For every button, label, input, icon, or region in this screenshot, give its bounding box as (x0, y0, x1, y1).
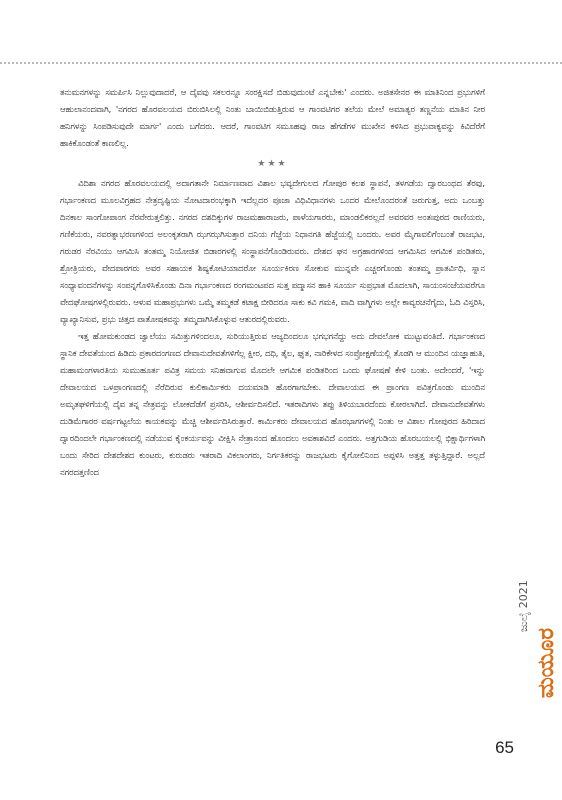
page-number: 65 (495, 738, 514, 757)
masthead-logo: ಮಯೂರ (534, 628, 559, 699)
issue-date: ಜುಲೈ 2021 (517, 580, 530, 632)
top-dotted-rule (0, 62, 562, 64)
section-separator: ★★★ (257, 159, 288, 169)
paragraph-3: ಇತ್ತ ಹೋಮಕುಂಡದ ಜ್ವಾಲೆಯು ಸಮಿತ್ತುಗಳಿಂದಲೂ, ಸುರಿಯುತ್ತಿರುವ ಆಜ್ಯದಿಂದಲೂ ಭಗಭಗನೆದ್ದು ಅದು ದೇವಲೋಕ ಮುಟ್ಟುವಂತಿದೆ. ಗರ್ಭಾಂಕಣದ ಸ್ಥಾನಿಕ ದೇವತೆಯಂದ ಹಿಡಿದು ಪ್ರಕಾರದಂಗಣದ ದೇವಾನುದೇವತೆಗಳಿಗೆಲ್ಲ ಕ್ಷೀರ, ದಧಿ, ತೈಲ, ಘೃತ, ನಾರಿಕೇಳದ ಸಂಪ್ರೋಕ್ಷಣೆಯಲ್ಲಿ ತೊಡಗಿ ಆ ಮುಂದಿನ ಯಜ್ಞಾಹುತಿ, ಮಹಾಮಂಗಳಾರತಿಯ ಸುಮುಹೂರ್ತ ಪವಿತ್ರ ಸಮಯ ಸನಿಹವಾಗುವ ಮೊದಲೇ ಆಗಮಿಕ ಪಂಡಿತರಿಂದ ಒಂದು ಘೋಷಣೆ ಕೇಳಿ ಬಂತು. ಅದೇಂದರೆ, 'ಇನ್ನು ದೇವಾಲಯದ ಒಳಪ್ರಾಂಗಣದಲ್ಲಿ ನೆರೆದಿರುವ ಕುಲಿಕಾರ್ಮಿಕರು ದಯಮಾಡಿ ಹೊರಗಾಗಬೇಕು. ದೇವಾಲಯದ ಈ ಪ್ರಾಂಗಣ ಪವಿತ್ರಗೊಂಡು ಮುಂದಿನ ಅಮೃತಘಳಿಗೆಯಲ್ಲಿ ದೈವ ತನ್ನ ನೇತ್ರವನ್ನು ಲೋಕದೆಡೆಗೆ ಪ್ರಸರಿಸಿ, ಆಶೀರ್ವದಿಸಲಿದೆ. ಇತರಾದಿಗಳು ತಪ್ಪು ತಿಳಿಯಬಾರದೆಂದು ಕೋರಲಾಗಿದೆ. ದೇವಾನುದೇವತೆಗಳು ದುಡಿಮೆಗಾರರ ವರ್ಷಗಟ್ಟಲೆಯ ಕಾಯಕವನ್ನು ಮೆಚ್ಚಿ ಆಶೀರ್ವದಿಸಿರುತ್ತಾರೆ. ಕಾರ್ಮಿಕರು ದೇವಾಲಯದ ಹೊರಭಾಗಗಳಲ್ಲಿ ನಿಂತು ಆ ವಿಶಾಲ ಗೋಪುರದ ಹಿರಿದಾದ ದ್ವಾರದಿಂದಲೇ ಗರ್ಭಾಂಕಣದಲ್ಲಿ ನಡೆಯುವ ಕೈಂಕರ್ಯವನ್ನು ವೀಕ್ಷಿಸಿ ನೇತ್ರಾನಂದ ಹೊಂದಲು ಅವಕಾಶವಿದೆ ಎಂದರು. ಅತ್ತಗುಡಿಯ ಹೊರಬಯಲಲ್ಲಿ ಭಿಕ್ಷಾರ್ಥಿಗಳಾಗಿ ಬಂದು ಸೇರಿದ ದೇಶದೇಶದ ಕುಂಟರು, ಕುರುಡರು ಇತರಾದಿ ವಿಕಲಾಂಗರು, ನಿರ್ಗತಿಕರನ್ನು ರಾಜಭಟರು ಕೈಗೋಲಿನಿಂದ ಅಪ್ಪಳಿಸಿ ಅತ್ತತ್ತ ತಳ್ಳುತ್ತಿದ್ದಾರೆ. ಅಲ್ಲದೆ ನಗರದತ್ತಣಿಂದ (60, 331, 485, 477)
paragraph-2: ವಿದಿಶಾ ನಗರದ ಹೊರವಲಯದಲ್ಲಿ ಅದಾಗತಾನೇ ನಿರ್ಮಾಣವಾದ ವಿಶಾಲ ಭವ್ಯದೇಗುಲದ ಗೋಪುರ ಕಲಶ ಸ್ಥಾಪನೆ, ತಳಗಡೆಯ ದ್ವಾರಬಂಧದ ತೆರವು, ಗರ್ಭಾಂಕಣದ ಮೂಲವಿಗ್ರಹದ ನೇತ್ರದೃಷ್ಟಿಯ ನೋಟದಾರಂಭಕ್ಕಾಗಿ ಇದೆಲ್ಲದರ ಪೂಜಾ ವಿಧಿವಿಧಾನಗಳು ಒಂದರ ಮೇಲೊಂದರಂತೆ ಜರುಗುತ್ತ, ಅದು ಒಂಬತ್ತು ದಿನಕಾಲ ಸಾಂಗೋಪಾಂಗ ನೆರವೇರುತ್ತಲಿತ್ತು. ನಗರದ ದಶದಿಕ್ಕುಗಳ ರಾಜಮಹಾರಾಜರು, ಪಾಳೆಯಗಾರರು, ಮಾಂಡಲಿಕರಲ್ಲದೆ ಅವರವರ ಅಂತಃಪುರದ ರಾಣಿಯರು, ಗಣಿಕೆಯರು, ನವರತ್ನಾಭರಣಗಳಿಂದ ಅಲಂಕೃತರಾಗಿ ಝಗಝಗಿಸುತ್ತಾರ ದನಿಯ ಗೆಜ್ಜೆಯ ನಿಧಾನಗತಿ ಹೆಜ್ಜೆಯಲ್ಲಿ ಬಂದರು. ಅವರ ಮೈಗಾವಲಿಗೆಂಬಂತೆ ರಾಜಭಟ, ಗರುಡರ ನೆರವಿಯು ಆಗಮಿಸಿ ತಂತಮ್ಮ ನಿಯೋಜಿತ ಬಿಡಾರಗಳಲ್ಲಿ ಸಂಸ್ಥಾಪನೆಗೊಂಡಿರುವರು. ದೇಶದ ಘನ ಅಗ್ರಹಾರಗಳಿಂದ ಆಗಮಿಸಿದ ಆಗಮಿಕ ಪಂಡಿತರು, ಶ್ರೋತ್ರಿಯರು, ವೇದಪಾರಗರು ಅವರ ಸಹಾಯಕ ಶಿಷ್ಯಕೋಟಿಯಾದರೋ ಸೂರ್ಯಕಿರಣ ಸೋಕುವ ಮುನ್ನವೇ ಎಚ್ಚರಗೊಂಡು ತಂತಮ್ಮ ಪ್ರಾತರ್ವಿಧಿ, ಸ್ನಾನ ಸಂಧ್ಯಾವಂದನೆಗಳನ್ನು ಸಂಪನ್ನಗೊಳಿಸಿಕೊಂಡು ದಿನಾ ಗರ್ಭಾಂಕಣದ ರಂಗಮಂಟಪದ ಸುತ್ತ ಪದ್ಮಾಸನ ಹಾಕಿ ಸೂರ್ಯ ಸುಪ್ರಭಾತ ಮೊದಲಾಗಿ, ಸಾಯಂಸಂಜೆಯವರೆಗೂ ವೇದಘೋಷಗಳಲ್ಲಿರುವರು. ಆಳುವ ಮಹಾಪ್ರಭುಗಳು ಒಮ್ಮೆ ತಮ್ಮಕಡೆ ಕಟಾಕ್ಷ ಬೀರಿದರೂ ಸಾಕು ಕವಿ ಗಮಕಿ, ವಾದಿ ವಾಗ್ಮಿಗಳು ಅಲ್ಲೇ ಕಾವ್ಯರಚನೆಗೈದು, ಓದಿ ವಿಸ್ತರಿಸಿ, ವ್ಯಾಖ್ಯಾನಿಸುವ, ಪ್ರಭು ಚಿತ್ತದ ಪಾತೋಷಕವನ್ನು ತಮ್ಮದಾಗಿಸಿಕೊಳ್ಳುವ ಆತುರದಲ್ಲಿರುವರು. (60, 178, 485, 324)
article-body (60, 84, 485, 481)
paragraph-1: ತನುಮನಗಳನ್ನು ಸಮರ್ಪಿಸಿ ನಿಲ್ಲುವುದಾದರೆ, ಆ ದೈವವು ಸಕಲರನ್ನೂ ಸಂರಕ್ಷಿಸದೆ ಬಿಡುವುದುಂಟೆ ಎನ್ನಬೇಕು' ಎಂದರು. ಅಜಿತಸೇನರ ಈ ಮಾತಿನಿಂದ ಪ್ರಭುಗಳಿಗೆ ಆಹುಲಾನಂದವಾಗಿ, 'ನಗರದ ಹೊರವಲಯದ ಬಿರುಬಿಸಿಲಲ್ಲಿ ನಿಂತು ಬಾಯಿಬಿಡುತ್ತಿರುವ ಆ ಗಾಂವಟಿಗರ ತಲೆಯ ಮೇಲೆ ಅಮಾತ್ಯರ ತಣ್ಣನೆಯ ಮಾತಿನ ನೀರ ಹನಿಗಳನ್ನು ಸಿಂಪಡಿಸುವುದೇ ಮಾರ್ಗ' ಎಂದು ಬಗೆದರು. ಆದರೆ, ಗಾಂವಟಿಗ ಸಮೂಹವು ರಾಜ ಹೆಗಡೆಗಳ ಮುಖೇನ ಕಳಿಸಿದ ಪ್ರಭುವಾಕ್ಯವನ್ನು ಕಿವಿದೆರೆಗೆ ಹಾಕಿಕೊಂಡಂತೆ ಕಾಣಲಿಲ್ಲ. (60, 87, 485, 148)
